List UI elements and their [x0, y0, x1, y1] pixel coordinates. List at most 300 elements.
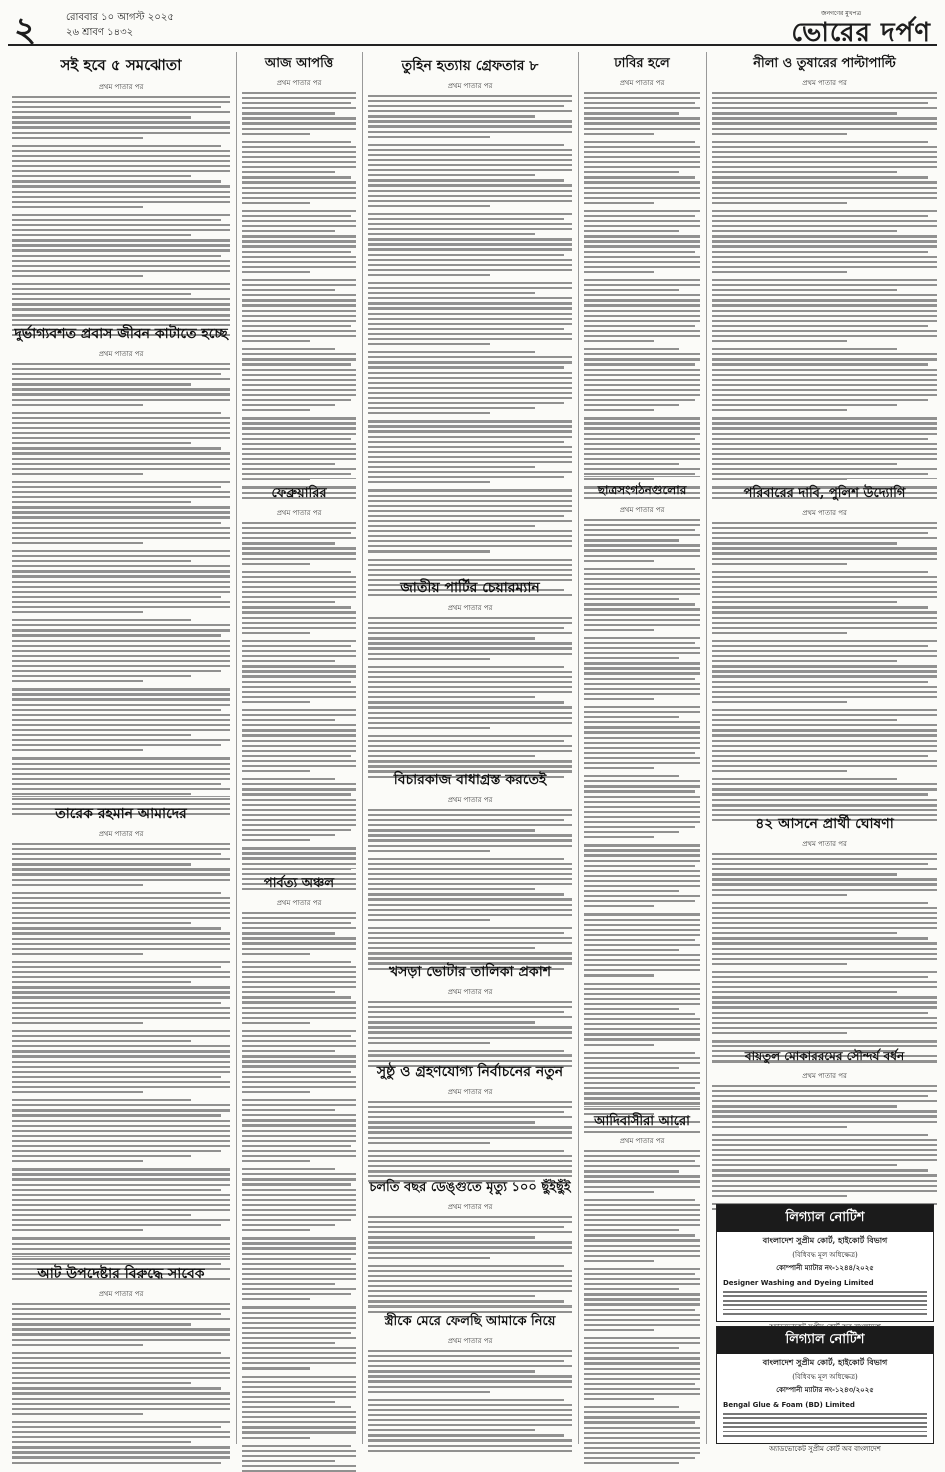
text-line: [712, 176, 928, 178]
text-line: [242, 719, 335, 721]
text-line: [368, 169, 572, 171]
text-line: [12, 863, 191, 865]
text-line: [712, 527, 937, 529]
text-line: [12, 601, 230, 603]
text-line: [368, 1391, 490, 1393]
text-line: [368, 919, 490, 921]
text-line: [712, 266, 937, 268]
text-line: [242, 1237, 356, 1239]
text-line: [12, 986, 230, 988]
notice-footer: অ্যাডভোকেট সুপ্রীম কোর্ট অব বাংলাদেশ: [769, 1445, 881, 1454]
text-line: [242, 1411, 356, 1413]
text-line: [12, 1045, 230, 1047]
text-line: [242, 537, 356, 539]
text-line: [368, 120, 572, 122]
legal-notice[interactable]: [716, 1326, 934, 1454]
text-line: [242, 294, 356, 296]
article[interactable]: [368, 54, 572, 566]
text-line: [242, 171, 335, 173]
text-line: [584, 1087, 695, 1089]
text-line: [584, 762, 700, 764]
article[interactable]: [368, 768, 572, 950]
text-line: [368, 461, 572, 463]
text-line: [712, 374, 937, 376]
text-line: [12, 1168, 230, 1170]
text-line: [368, 947, 535, 949]
text-line: [12, 555, 230, 557]
text-line: [242, 701, 310, 703]
text-line: [584, 1250, 700, 1252]
text-line: [584, 969, 700, 971]
text-line: [712, 151, 937, 153]
text-line: [712, 953, 937, 955]
text-line: [242, 863, 356, 865]
text-line: [712, 128, 937, 130]
article[interactable]: [712, 812, 937, 1038]
article[interactable]: [368, 576, 572, 758]
text-line: [368, 706, 572, 708]
text-line: [242, 1317, 356, 1319]
text-line: [12, 1462, 221, 1464]
text-line: [368, 868, 572, 870]
text-line: [242, 133, 310, 135]
text-line: [242, 1312, 356, 1314]
continued-label: প্রথম পাতার পর: [447, 1088, 493, 1096]
text-line: [584, 944, 700, 946]
text-line: [12, 768, 230, 770]
text-line: [584, 320, 700, 322]
text-line: [242, 857, 356, 859]
article[interactable]: [368, 960, 572, 1050]
text-line: [242, 834, 335, 836]
text-line: [712, 724, 937, 726]
logo-tagline: জনগণের মুখপত্র: [821, 10, 861, 17]
text-line: [712, 576, 937, 578]
text-line: [242, 660, 335, 662]
text-line: [584, 844, 700, 846]
text-line: [12, 1456, 230, 1458]
text-line: [12, 1318, 230, 1320]
text-line: [584, 949, 679, 951]
text-line: [584, 335, 700, 337]
text-line: [242, 1194, 356, 1196]
article-body: [368, 1216, 572, 1313]
text-line: [712, 622, 937, 624]
text-line: [242, 210, 356, 212]
text-line: [368, 466, 535, 468]
text-line: [242, 1306, 356, 1308]
article-divider: [712, 478, 937, 479]
article[interactable]: [368, 1312, 572, 1444]
text-line: [242, 1219, 351, 1221]
article[interactable]: [584, 482, 700, 1102]
text-line: [712, 1154, 937, 1156]
text-line: [368, 323, 572, 325]
article-divider: [584, 476, 700, 477]
text-line: [12, 1382, 191, 1384]
text-line: [12, 1362, 230, 1364]
article[interactable]: [584, 1112, 700, 1444]
text-line: [584, 251, 695, 253]
text-line: [584, 97, 700, 99]
text-line: [712, 1027, 937, 1029]
article[interactable]: [242, 54, 356, 474]
text-line: [584, 1033, 700, 1035]
text-line: [12, 693, 230, 695]
text-line: [12, 165, 230, 167]
text-line: [12, 650, 230, 652]
text-line: [242, 1376, 356, 1378]
text-line: [242, 1431, 356, 1433]
headline: জাতীয় পার্টির চেয়ারম্যান: [400, 580, 540, 596]
text-line: [584, 1199, 695, 1201]
text-line: [12, 581, 230, 583]
text-line: [12, 442, 191, 444]
text-line: [712, 932, 897, 934]
text-line: [368, 873, 572, 875]
text-line: [368, 691, 572, 693]
text-line: [242, 991, 335, 993]
text-line: [368, 223, 572, 225]
text-line: [12, 550, 230, 552]
notice-body: [717, 1411, 933, 1441]
text-line: [584, 731, 700, 733]
text-line: [584, 266, 700, 268]
text-line: [368, 264, 572, 266]
text-line: [584, 1003, 700, 1005]
text-line: [368, 1424, 572, 1426]
article[interactable]: [242, 484, 356, 864]
text-line: [368, 927, 572, 929]
text-line: [242, 1367, 310, 1369]
text-line: [12, 932, 230, 934]
text-line: [584, 1013, 695, 1015]
text-line: [712, 686, 937, 688]
article-body: [584, 1150, 700, 1464]
text-line: [712, 889, 937, 891]
text-line: [242, 804, 356, 806]
text-line: [712, 660, 897, 662]
article-body: [584, 92, 700, 499]
text-line: [584, 544, 700, 546]
text-line: [12, 773, 230, 775]
text-line: [712, 627, 937, 629]
text-line: [584, 642, 695, 644]
text-line: [12, 660, 230, 662]
text-line: [368, 1252, 572, 1254]
article[interactable]: [242, 874, 356, 1444]
text-line: [242, 591, 356, 593]
text-line: [584, 1337, 700, 1339]
text-line: [368, 213, 572, 215]
text-line: [242, 1035, 351, 1037]
text-line: [368, 1131, 572, 1133]
text-line: [712, 858, 937, 860]
text-line: [242, 799, 356, 801]
text-line: [712, 261, 937, 263]
text-line: [368, 1300, 564, 1302]
text-line: [712, 537, 937, 539]
text-line: [712, 681, 928, 683]
text-line: [368, 481, 490, 483]
text-line: [712, 427, 937, 429]
text-line: [12, 1035, 230, 1037]
text-line: [12, 373, 221, 375]
legal-notice[interactable]: [716, 1204, 934, 1322]
text-line: [12, 319, 230, 321]
text-line: [712, 197, 937, 199]
text-line: [584, 1234, 695, 1236]
text-line: [584, 662, 700, 664]
text-line: [12, 763, 230, 765]
text-line: [584, 959, 700, 961]
text-line: [242, 1421, 356, 1423]
text-line: [12, 629, 230, 631]
text-line: [584, 806, 700, 808]
text-line: [368, 1106, 572, 1108]
text-line: [368, 174, 535, 176]
text-line: [584, 1209, 700, 1211]
text-line: [12, 565, 230, 567]
text-line: [584, 394, 700, 396]
text-line: [723, 1435, 927, 1437]
article[interactable]: [12, 322, 230, 792]
text-line: [12, 303, 230, 305]
text-line: [368, 1126, 572, 1128]
text-line: [584, 1421, 695, 1423]
text-line: [368, 1121, 535, 1123]
text-line: [12, 680, 143, 682]
text-line: [368, 361, 572, 363]
text-line: [368, 1137, 572, 1139]
text-line: [368, 372, 572, 374]
article[interactable]: [12, 1262, 230, 1444]
date-block: [66, 10, 174, 40]
text-line: [584, 711, 700, 713]
text-line: [712, 617, 937, 619]
text-line: [584, 924, 700, 926]
text-line: [368, 392, 572, 394]
text-line: [242, 284, 356, 286]
text-line: [12, 586, 230, 588]
text-line: [712, 107, 937, 109]
text-line: [242, 1445, 351, 1447]
text-line: [242, 1183, 351, 1185]
text-line: [712, 740, 937, 742]
text-line: [723, 1291, 927, 1293]
text-line: [242, 852, 356, 854]
text-line: [12, 1426, 221, 1428]
text-line: [242, 458, 356, 460]
text-line: [368, 858, 564, 860]
text-line: [12, 185, 230, 187]
text-line: [584, 1165, 700, 1167]
text-line: [712, 770, 847, 772]
text-line: [368, 701, 564, 703]
article[interactable]: [12, 54, 230, 312]
text-line: [368, 164, 572, 166]
text-line: [242, 793, 351, 795]
text-line: [584, 614, 700, 616]
article[interactable]: [712, 484, 937, 802]
text-line: [12, 892, 221, 894]
text-line: [584, 836, 654, 838]
text-line: [242, 1332, 351, 1334]
text-line: [712, 384, 937, 386]
text-line: [368, 446, 572, 448]
article[interactable]: [712, 54, 937, 474]
text-line: [242, 971, 356, 973]
text-line: [584, 384, 700, 386]
text-line: [368, 1055, 572, 1057]
text-line: [712, 1149, 937, 1151]
text-line: [368, 671, 572, 673]
text-line: [712, 443, 937, 445]
text-line: [584, 256, 700, 258]
text-line: [12, 655, 230, 657]
text-line: [242, 681, 351, 683]
text-line: [242, 819, 356, 821]
continued-label: প্রথম পাতার পর: [276, 899, 322, 907]
text-line: [368, 1386, 572, 1388]
text-line: [242, 202, 310, 204]
text-line: [712, 542, 897, 544]
text-line: [12, 966, 221, 968]
text-line: [242, 251, 351, 253]
text-line: [12, 1086, 230, 1088]
text-line: [242, 266, 356, 268]
text-line: [368, 1295, 535, 1297]
text-line: [368, 814, 572, 816]
text-line: [12, 422, 230, 424]
text-line: [584, 1314, 700, 1316]
text-line: [584, 330, 700, 332]
article[interactable]: [368, 1178, 572, 1302]
text-line: [12, 719, 230, 721]
text-line: [368, 932, 564, 934]
text-line: [242, 617, 356, 619]
text-line: [12, 404, 143, 406]
text-line: [242, 709, 356, 711]
text-line: [368, 1350, 572, 1352]
text-line: [242, 468, 356, 470]
text-line: [12, 665, 230, 667]
notice-jurisdiction: (বিধিবদ্ধ মূল অধিক্ষেত্র): [792, 1251, 858, 1259]
text-line: [242, 1081, 356, 1083]
text-line: [12, 675, 191, 677]
headline: দুর্ভাগ্যবশত প্রবাস জীবন কাটাতে হচ্ছে: [14, 326, 228, 342]
text-line: [584, 1278, 700, 1280]
text-line: [12, 447, 221, 449]
text-line: [584, 417, 700, 419]
text-line: [712, 438, 928, 440]
continued-label: প্রথম পাতার পর: [802, 840, 847, 848]
headline: খসড়া ভোটার তালিকা প্রকাশ: [388, 964, 552, 980]
text-line: [584, 210, 700, 212]
text-line: [584, 1457, 695, 1459]
text-line: [12, 249, 230, 251]
text-line: [712, 187, 937, 189]
text-line: [12, 399, 230, 401]
text-line: [712, 433, 937, 435]
text-line: [368, 904, 572, 906]
text-line: [242, 417, 356, 419]
text-line: [242, 1258, 351, 1260]
text-line: [242, 348, 335, 350]
text-line: [723, 1422, 927, 1424]
text-line: [368, 254, 564, 256]
text-line: [584, 279, 700, 281]
article[interactable]: [712, 1048, 937, 1198]
text-line: [12, 996, 230, 998]
text-line: [712, 256, 937, 258]
text-line: [368, 425, 572, 427]
text-line: [368, 269, 572, 271]
text-line: [12, 1357, 230, 1359]
text-line: [242, 1030, 356, 1032]
text-line: [584, 624, 700, 626]
text-line: [584, 524, 700, 526]
text-line: [368, 1150, 564, 1152]
text-line: [584, 151, 700, 153]
text-line: [712, 902, 928, 904]
text-line: [584, 245, 700, 247]
text-line: [712, 161, 937, 163]
text-line: [242, 1119, 356, 1121]
text-line: [242, 1283, 335, 1285]
text-line: [584, 1155, 700, 1157]
text-line: [712, 473, 928, 475]
text-line: [584, 166, 700, 168]
text-line: [368, 1404, 572, 1406]
text-line: [584, 1028, 700, 1030]
text-line: [242, 1109, 335, 1111]
text-line: [584, 983, 700, 985]
text-line: [368, 228, 572, 230]
text-line: [584, 374, 700, 376]
text-line: [242, 161, 356, 163]
text-line: [242, 814, 356, 816]
text-line: [712, 942, 937, 944]
text-line: [584, 438, 695, 440]
text-line: [242, 1298, 310, 1300]
text-line: [368, 292, 535, 294]
text-line: [12, 1408, 230, 1410]
article[interactable]: [368, 1060, 572, 1168]
text-line: [584, 603, 695, 605]
text-line: [584, 919, 700, 921]
text-line: [584, 284, 700, 286]
text-line: [584, 790, 695, 792]
text-line: [242, 571, 351, 573]
text-line: [584, 854, 700, 856]
text-line: [242, 384, 356, 386]
text-line: [12, 917, 230, 919]
text-line: [584, 1283, 700, 1285]
text-line: [242, 141, 351, 143]
text-line: [712, 389, 937, 391]
text-line: [368, 1165, 572, 1167]
article[interactable]: [584, 54, 700, 472]
article[interactable]: [12, 802, 230, 1252]
text-line: [368, 863, 572, 865]
text-line: [712, 709, 937, 711]
text-line: [12, 1308, 230, 1310]
text-line: [584, 1373, 700, 1375]
text-line: [12, 206, 143, 208]
text-line: [584, 422, 700, 424]
text-line: [584, 780, 700, 782]
